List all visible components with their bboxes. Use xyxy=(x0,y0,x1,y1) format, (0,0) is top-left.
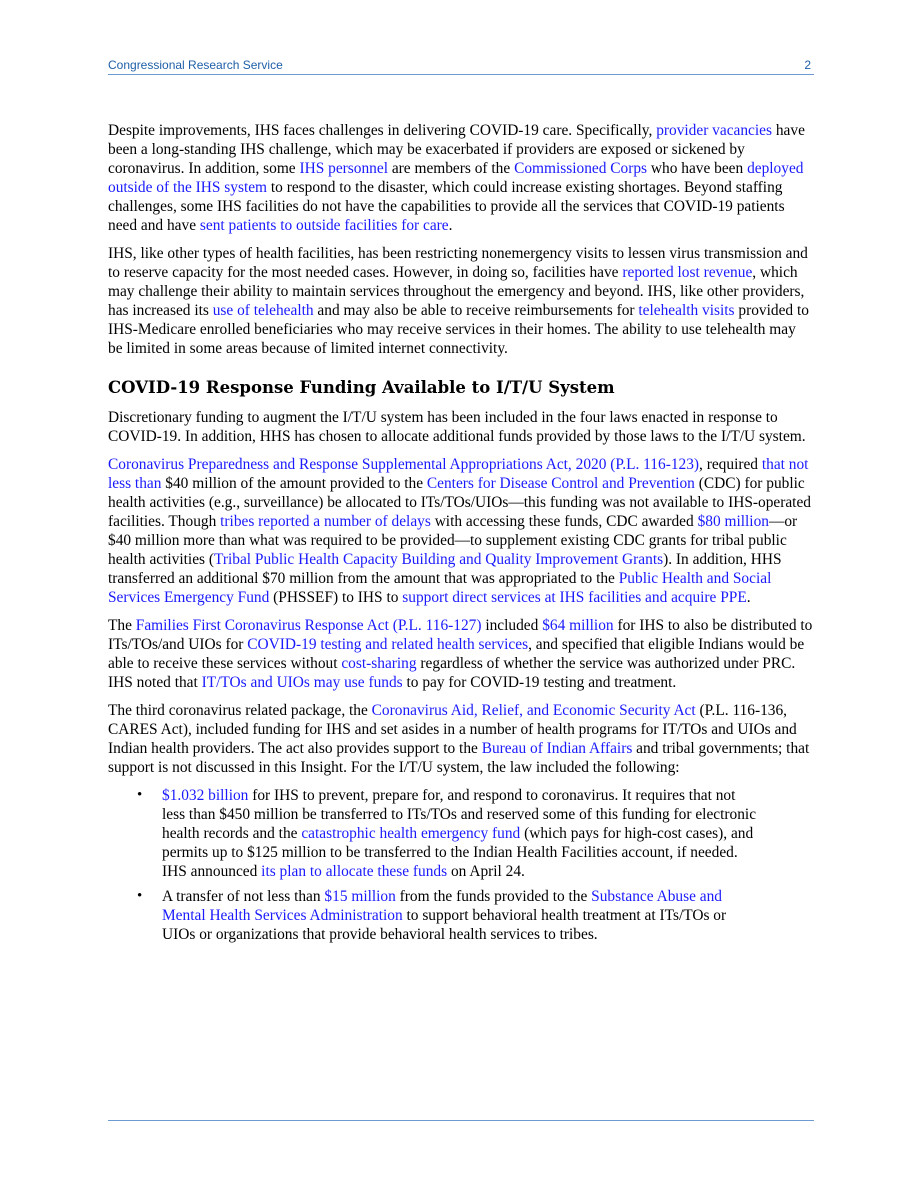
link-catastrophic-health-fund[interactable]: catastrophic health emergency fund xyxy=(301,825,521,842)
link-not-less-than[interactable]: that not less than xyxy=(108,456,809,492)
list-item xyxy=(108,887,762,944)
text-run: included xyxy=(481,617,543,634)
text-run: Discretionary funding to augment the I/T/U system has been included in the four laws enacted in response to COVID-19. In addition, HHS has chosen to allocate additional funds provided by those laws to the I/T/U system. xyxy=(108,409,806,445)
text-run: to pay for COVID-19 testing and treatment. xyxy=(402,674,677,691)
paragraph-cares-act xyxy=(108,701,814,777)
text-run: . xyxy=(448,217,453,234)
link-cares-act[interactable]: Coronavirus Aid, Relief, and Economic Security Act xyxy=(371,702,696,719)
link-tribal-public-health-grants[interactable]: Tribal Public Health Capacity Building and Quality Improvement Grants xyxy=(213,551,664,568)
text-run: (P.L. 116-136, CARES Act), included funding for IHS and set asides in a number of health programs for IT/TOs and UIOs and Indian health providers. The act also provides support to the xyxy=(108,702,797,757)
link-15-million[interactable]: $15 million xyxy=(324,888,396,905)
link-bureau-of-indian-affairs[interactable]: Bureau of Indian Affairs xyxy=(481,740,633,757)
link-ihs-personnel[interactable]: IHS personnel xyxy=(299,160,388,177)
page-header xyxy=(108,58,814,75)
link-plan-to-allocate-funds[interactable]: its plan to allocate these funds xyxy=(261,863,448,880)
text-run: provided to IHS-Medicare enrolled beneficiaries who may receive services in their homes. The ability to use telehealth may be limited in some areas because of limited internet connectivity. xyxy=(108,302,809,357)
link-1-032-billion[interactable]: $1.032 billion xyxy=(162,787,249,804)
text-run: regardless of whether the service was authorized under PRC. IHS noted that xyxy=(108,655,796,691)
link-provider-vacancies[interactable]: provider vacancies xyxy=(656,122,772,139)
text-run: IHS, like other types of health facilities, has been restricting nonemergency visits to lessen virus transmission and to reserve capacity for the most needed cases. However, in doing so, facilities have xyxy=(108,245,808,281)
paragraph-telehealth xyxy=(108,244,814,358)
link-families-first-act[interactable]: Families First Coronavirus Response Act (P.L. 116-127) xyxy=(135,617,482,634)
text-run: from the funds provided to the xyxy=(395,888,592,905)
link-64-million[interactable]: $64 million xyxy=(542,617,614,634)
link-tribes-reported-delays[interactable]: tribes reported a number of delays xyxy=(220,513,431,530)
text-run: . xyxy=(746,589,751,606)
paragraph-pl-116-127 xyxy=(108,616,814,692)
link-sent-patients-outside[interactable]: sent patients to outside facilities for care xyxy=(199,217,449,234)
link-itos-uios-may-use-funds[interactable]: IT/TOs and UIOs may use funds xyxy=(201,674,403,691)
cares-act-bullet-list xyxy=(108,786,814,944)
text-run: have been a long-standing IHS challenge, which may be exacerbated if providers are exposed or sickened by coronavirus. In addition, some xyxy=(108,122,805,177)
link-support-direct-services[interactable]: support direct services at IHS facilities and acquire PPE xyxy=(402,589,747,606)
link-telehealth-visits[interactable]: telehealth visits xyxy=(638,302,735,319)
paragraph-pl-116-123 xyxy=(108,455,814,607)
footer-rule xyxy=(108,1120,814,1121)
text-run: The xyxy=(108,617,136,634)
link-samhsa[interactable]: Substance Abuse and Mental Health Services Administration xyxy=(162,888,722,924)
link-commissioned-corps[interactable]: Commissioned Corps xyxy=(514,160,648,177)
link-reported-lost-revenue[interactable]: reported lost revenue xyxy=(622,264,753,281)
paragraph-staffing-challenges xyxy=(108,121,814,235)
text-run: ). In addition, HHS transferred an additional $70 million from the amount that was appropriated to the xyxy=(108,551,782,587)
text-run: The third coronavirus related package, the xyxy=(108,702,372,719)
text-run: , which may challenge their ability to maintain services throughout the emergency and beyond. IHS, like other providers, has increased its xyxy=(108,264,805,319)
link-cost-sharing[interactable]: cost-sharing xyxy=(341,655,417,672)
text-run: with accessing these funds, CDC awarded xyxy=(430,513,698,530)
text-run: , and specified that eligible Indians would be able to receive these services without xyxy=(108,636,805,672)
text-run: A transfer of not less than xyxy=(162,888,325,905)
text-run: to respond to the disaster, which could increase existing shortages. Beyond staffing challenges, some IHS facilities do not have the capabilities to provide all the services that COVID-19 patients need and have xyxy=(108,179,785,234)
link-pl-116-123[interactable]: Coronavirus Preparedness and Response Supplemental Appropriations Act, 2020 (P.L. 116-123) xyxy=(108,456,700,473)
text-run: to support behavioral health treatment at ITs/TOs or UIOs or organizations that provide behavioral health services to tribes. xyxy=(162,907,727,943)
bullet-marker: • xyxy=(137,787,143,803)
text-run: (CDC) for public health activities (e.g., surveillance) be allocated to ITs/TOs/UIOs—this funding was not available to IHS-operated facilities. Though xyxy=(108,475,811,530)
section-heading: COVID-19 Response Funding Available to I/T/U System xyxy=(108,378,615,397)
text-run: and tribal governments; that support is not discussed in this Insight. For the I/T/U system, the law included the following: xyxy=(108,740,810,776)
text-run: on April 24. xyxy=(447,863,525,880)
text-run: , required xyxy=(699,456,762,473)
paragraph-funding-intro xyxy=(108,408,814,446)
text-run: who have been xyxy=(647,160,748,177)
text-run: and may also be able to receive reimbursements for xyxy=(313,302,639,319)
link-phssef[interactable]: Public Health and Social Services Emergency Fund xyxy=(108,570,772,606)
bullet-marker: • xyxy=(137,888,143,904)
page-number: 2 xyxy=(804,58,811,72)
text-run: —or $40 million more than what was required to be provided—to supplement existing CDC grants for tribal public health activities ( xyxy=(108,513,798,568)
header-source: Congressional Research Service xyxy=(108,58,283,72)
link-covid-testing-services[interactable]: COVID-19 testing and related health services xyxy=(247,636,529,653)
text-run: Despite improvements, IHS faces challenges in delivering COVID-19 care. Specifically, xyxy=(108,122,657,139)
text-run: for IHS to also be distributed to ITs/TOs/and UIOs for xyxy=(108,617,813,653)
text-run: (PHSSEF) to IHS to xyxy=(269,589,403,606)
list-item xyxy=(108,786,762,881)
text-run: $40 million of the amount provided to the xyxy=(161,475,427,492)
link-80-million[interactable]: $80 million xyxy=(697,513,769,530)
link-cdc[interactable]: Centers for Disease Control and Prevention xyxy=(426,475,695,492)
text-run: are members of the xyxy=(387,160,515,177)
text-run: for IHS to prevent, prepare for, and respond to coronavirus. It requires that not less than $450 million be transferred to ITs/TOs and reserved some of this funding for electronic health records and the xyxy=(162,787,757,842)
link-deployed-outside-ihs[interactable]: deployed outside of the IHS system xyxy=(108,160,804,196)
link-use-of-telehealth[interactable]: use of telehealth xyxy=(212,302,314,319)
text-run: (which pays for high-cost cases), and permits up to $125 million to be transferred to the Indian Health Facilities account, if needed. IHS announced xyxy=(162,825,754,880)
document-body xyxy=(108,121,814,950)
